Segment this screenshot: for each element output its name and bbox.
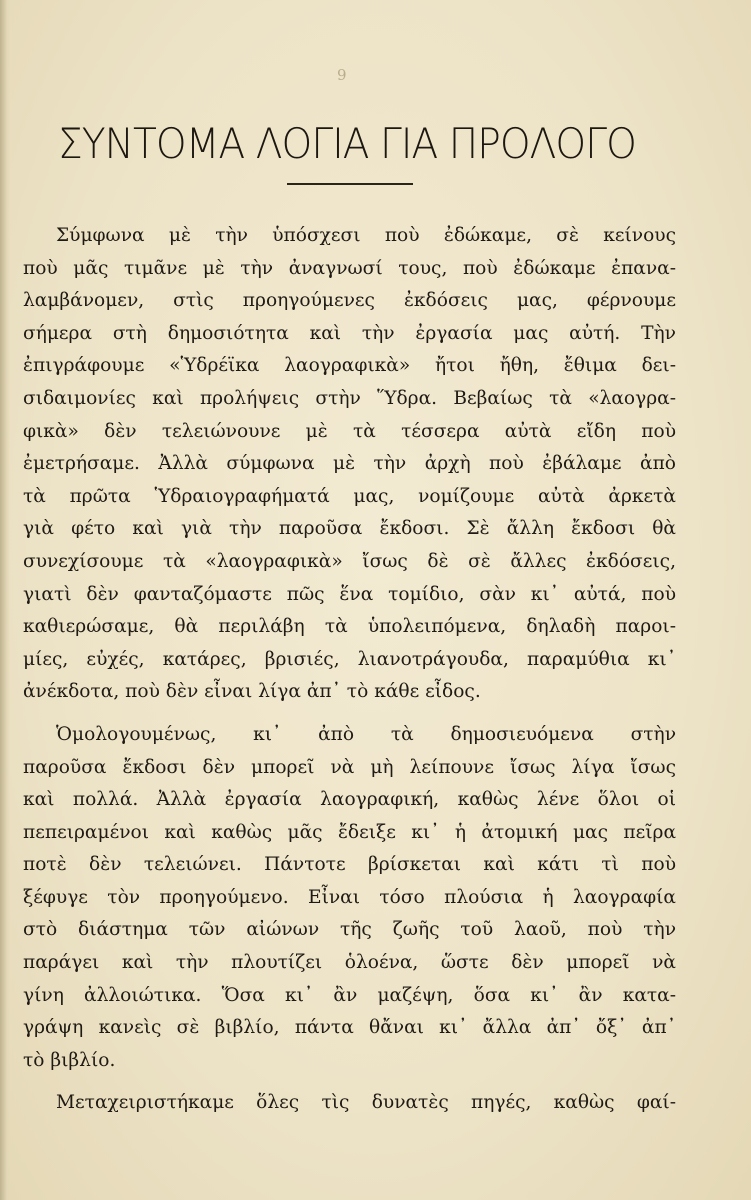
text-line: ἀνέκδοτα, ποὺ δὲν εἶναι λίγα ἀπ᾿ τὸ κάθε εἶδος. [23, 681, 481, 703]
text-line: ξέφυγε τὸν προηγούμενο. Εἶναι τόσο πλούσια ἡ λαογραφία [23, 886, 676, 908]
text-line: ποὺ μᾶς τιμᾶνε μὲ τὴν ἀναγνωσί τους, ποὺ ἐδώκαμε ἐπανα- [23, 257, 676, 279]
text-line: καθιερώσαμε, θὰ περιλάβη τὰ ὑπολειπόμενα, δηλαδὴ παροι- [23, 616, 676, 638]
text-line: στὸ διάστημα τῶν αἰώνων τῆς ζωῆς τοῦ λαοῦ, ποὺ τὴν [23, 919, 676, 941]
text-line: παράγει καὶ τὴν πλουτίζει ὁλοένα, ὥστε δὲν μπορεῖ νὰ [23, 952, 676, 974]
text-line: Ὁμολογουμένως, κι᾿ ἀπὸ τὰ δημοσιευόμενα στὴν [56, 723, 676, 745]
text-line: μίες, εὐχές, κατάρες, βρισιές, λιανοτράγουδα, παραμύθια κι᾿ [23, 648, 676, 670]
text-line: τὰ πρῶτα Ὑδραιογραφήματά μας, νομίζουμε αὐτὰ ἀρκετὰ [23, 485, 676, 507]
text-line: λαμβάνομεν, στὶς προηγούμενες ἐκδόσεις μας, φέρνουμε [23, 290, 676, 312]
paragraph [23, 1087, 676, 1120]
paragraph [23, 220, 676, 709]
text-line: σιδαιμονίες καὶ προλήψεις στὴν Ὕδρα. Βεβαίως τὰ «λαογρα- [23, 387, 676, 409]
text-line: γιατὶ δὲν φανταζόμαστε πῶς ἕνα τομίδιο, σὰν κι᾿ αὐτά, ποὺ [23, 583, 676, 605]
text-line: Μεταχειριστήκαμε ὅλες τὶς δυνατὲς πηγές, καθὼς φαί- [56, 1092, 676, 1114]
page-number: 9 [337, 66, 347, 84]
text-line: ἐμετρήσαμε. Ἀλλὰ σύμφωνα μὲ τὴν ἀρχὴ ποὺ ἐβάλαμε ἀπὸ [23, 453, 676, 475]
text-line: Σύμφωνα μὲ τὴν ὑπόσχεσι ποὺ ἐδώκαμε, σὲ κείνους [56, 225, 676, 246]
paragraph [23, 719, 676, 1078]
text-line: σήμερα στὴ δημοσιότητα καὶ τὴν ἐργασία μας αὐτή. Τὴν [23, 322, 676, 344]
text-line: παροῦσα ἔκδοσι δὲν μπορεῖ νὰ μὴ λείπουνε ἴσως λίγα ἴσως [23, 756, 676, 778]
page-gutter-shadow [0, 0, 10, 1200]
text-line: ποτὲ δὲν τελειώνει. Πάντοτε βρίσκεται καὶ κάτι τὶ ποὺ [23, 854, 676, 876]
text-line: τὸ βιβλίο. [23, 1049, 116, 1071]
paragraph-gap [23, 1077, 676, 1087]
text-line: συνεχίσουμε τὰ «λαογραφικὰ» ἴσως δὲ σὲ ἄλλες ἐκδόσεις, [23, 550, 676, 572]
chapter-title: ΣΥΝΤΟΜΑ ΛΟΓΙΑ ΓΙΑ ΠΡΟΛΟΓΟ [58, 119, 636, 168]
text-line: γράψη κανεὶς σὲ βιβλίο, πάντα θἄναι κι᾿ ἄλλα ἀπ᾿ ὄξ᾿ ἀπ᾿ [23, 1017, 676, 1039]
text-line: καὶ πολλά. Ἀλλὰ ἐργασία λαογραφική, καθὼς λένε ὅλοι οἱ [23, 789, 676, 811]
title-underline-rule [287, 183, 413, 185]
text-line: φικὰ» δὲν τελειώνουνε μὲ τὰ τέσσερα αὐτὰ εἴδη ποὺ [23, 420, 676, 442]
text-line: γίνη ἀλλοιώτικα. Ὅσα κι᾿ ἂν μαζέψη, ὅσα κι᾿ ἂν κατα- [23, 984, 676, 1006]
text-line: πεπειραμένοι καὶ καθὼς μᾶς ἔδειξε κι᾿ ἡ ἀτομική μας πεῖρα [23, 821, 676, 843]
text-line: γιὰ φέτο καὶ γιὰ τὴν παροῦσα ἔκδοσι. Σὲ ἄλλη ἔκδοσι θὰ [23, 518, 676, 540]
paragraph-gap [23, 709, 676, 719]
body-text [23, 220, 676, 1120]
text-line: ἐπιγράφουμε «Ὑδρέϊκα λαογραφικὰ» ἤτοι ἤθη, ἔθιμα δει- [23, 355, 676, 377]
